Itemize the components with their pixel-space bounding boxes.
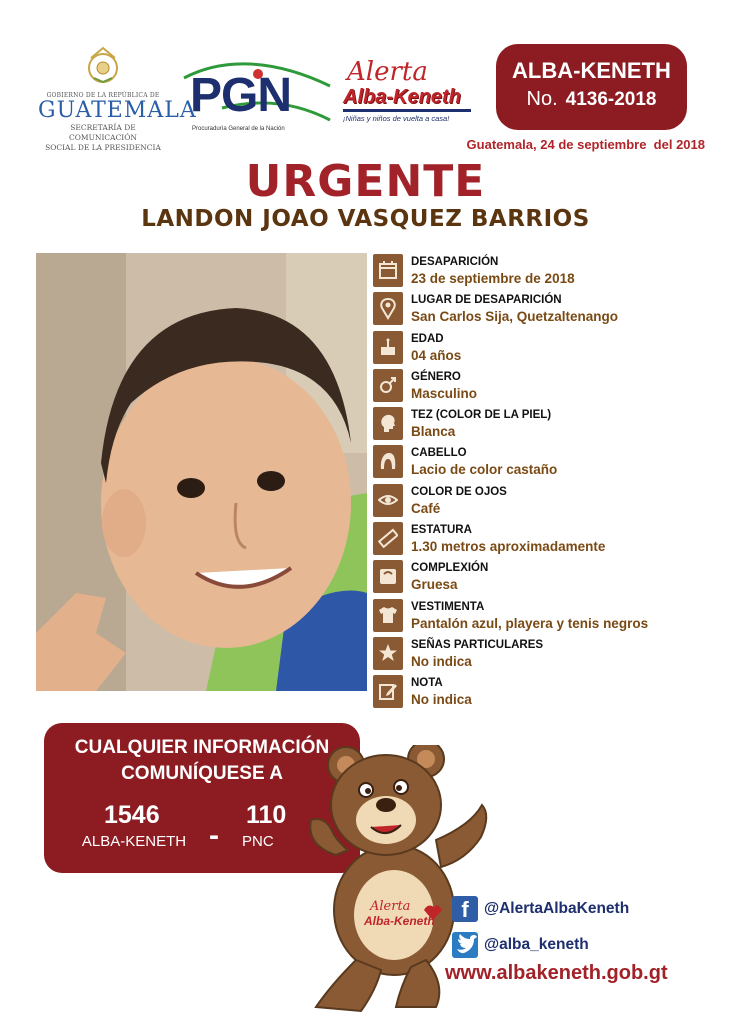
detail-label: EDAD (411, 332, 444, 345)
alerta-tagline: ¡Niñas y niños de vuelta a casa! (343, 114, 450, 123)
location-pin-icon (373, 292, 403, 325)
calendar-icon (373, 254, 403, 287)
guatemala-logo-sub2: SOCIAL DE LA PRESIDENCIA (45, 143, 161, 152)
detail-row-estatura (373, 521, 703, 559)
detail-row-complexion (373, 559, 703, 597)
detail-label: VESTIMENTA (411, 600, 485, 613)
pgn-logo (182, 58, 332, 148)
pgn-letters: PGN (190, 69, 292, 122)
detail-label: ESTATURA (411, 524, 472, 537)
detail-label: GÉNERO (411, 370, 461, 383)
child-photo-illustration (36, 253, 367, 691)
detail-value: 04 años (411, 347, 462, 363)
scale-icon (373, 560, 403, 593)
detail-row-edad (373, 330, 703, 368)
alerta-underline (343, 109, 471, 112)
guatemala-logo-top-text: GOBIERNO DE LA REPÚBLICA DE (46, 92, 160, 99)
detail-label: TEZ (COLOR DE LA PIEL) (411, 409, 552, 422)
detail-value: 23 de septiembre de 2018 (411, 271, 575, 286)
head-silhouette-icon (373, 407, 403, 440)
issue-date: Guatemala, 24 de septiembre del 2018 (466, 137, 705, 152)
facebook-icon[interactable]: f (452, 896, 478, 922)
detail-value: No indica (411, 653, 472, 669)
website-link[interactable]: www.albakeneth.gob.gt (445, 962, 668, 984)
alerta-brand-text: Alba-Keneth (343, 86, 461, 108)
phone-pnc-label: PNC (242, 833, 274, 850)
detail-label: COMPLEXIÓN (411, 562, 489, 575)
coat-of-arms-icon (83, 44, 123, 86)
hair-icon (373, 445, 403, 478)
detail-label: CABELLO (411, 447, 467, 460)
phone-alba-keneth: 1546 (104, 801, 160, 829)
detail-value: Masculino (411, 385, 478, 401)
alerta-script-text: Alerta (347, 57, 428, 87)
detail-value: Lacio de color castaño (411, 462, 558, 478)
detail-value: 1.30 metros aproximadamente (411, 539, 606, 555)
phone-separator: - (209, 819, 219, 852)
birthday-cake-icon (373, 331, 403, 364)
guatemala-logo-name: GUATEMALA (38, 98, 197, 123)
detail-label: LUGAR DE DESAPARICIÓN (411, 294, 562, 307)
ruler-icon (373, 522, 403, 555)
detail-row-senas (373, 636, 703, 674)
detail-row-tez (373, 406, 703, 444)
case-number-box (496, 44, 687, 130)
detail-value: Blanca (411, 424, 456, 440)
alerta-alba-keneth-logo (343, 58, 483, 138)
detail-row-vestimenta (373, 598, 703, 636)
detail-value: Café (411, 500, 441, 516)
case-number-row (496, 84, 687, 115)
twitter-handle[interactable]: @alba_keneth (484, 936, 589, 953)
detail-label: COLOR DE OJOS (411, 485, 507, 498)
detail-label: NOTA (411, 677, 443, 690)
detail-row-lugar (373, 291, 703, 329)
detail-label: DESAPARICIÓN (411, 256, 499, 268)
guatemala-logo-sub1: SECRETARÍA DE COMUNICACIÓN (69, 123, 137, 142)
detail-row-nota (373, 674, 703, 712)
case-title: ALBA-KENETH (512, 58, 671, 83)
gender-icon (373, 369, 403, 402)
detail-value: Pantalón azul, playera y tenis negros (411, 615, 649, 631)
shirt-icon (373, 599, 403, 632)
case-no-label: No. (526, 88, 558, 110)
person-name: LANDON JOAO VASQUEZ BARRIOS (141, 206, 590, 232)
detail-value: Gruesa (411, 577, 458, 593)
eye-icon (373, 484, 403, 517)
child-photo (36, 253, 367, 691)
twitter-icon[interactable] (452, 932, 478, 958)
detail-value: San Carlos Sija, Quetzaltenango (411, 309, 619, 325)
detail-value: No indica (411, 692, 472, 708)
guatemala-government-logo (38, 44, 197, 152)
detail-row-cabello (373, 444, 703, 482)
bear-logo-brand: Alba-Keneth (364, 914, 435, 928)
detail-row-genero (373, 368, 703, 406)
note-edit-icon (373, 675, 403, 708)
pgn-subtitle: Procuraduría General de la Nación (192, 126, 285, 132)
contact-line-1: CUALQUIER INFORMACIÓN (74, 737, 330, 758)
bear-logo-script: Alerta (370, 899, 411, 914)
detail-label: SEÑAS PARTICULARES (411, 638, 544, 651)
phone-alba-keneth-label: ALBA-KENETH (81, 833, 187, 850)
detail-row-desaparicion (373, 253, 703, 291)
urgent-heading: URGENTE (245, 156, 486, 207)
case-number: 4136-2018 (565, 89, 657, 110)
facebook-handle[interactable]: @AlertaAlbaKeneth (484, 900, 630, 917)
phone-pnc: 110 (246, 801, 287, 829)
contact-line-2: COMUNÍQUESE A (121, 763, 283, 784)
star-icon (373, 637, 403, 670)
details-list (373, 253, 703, 713)
detail-row-ojos (373, 483, 703, 521)
